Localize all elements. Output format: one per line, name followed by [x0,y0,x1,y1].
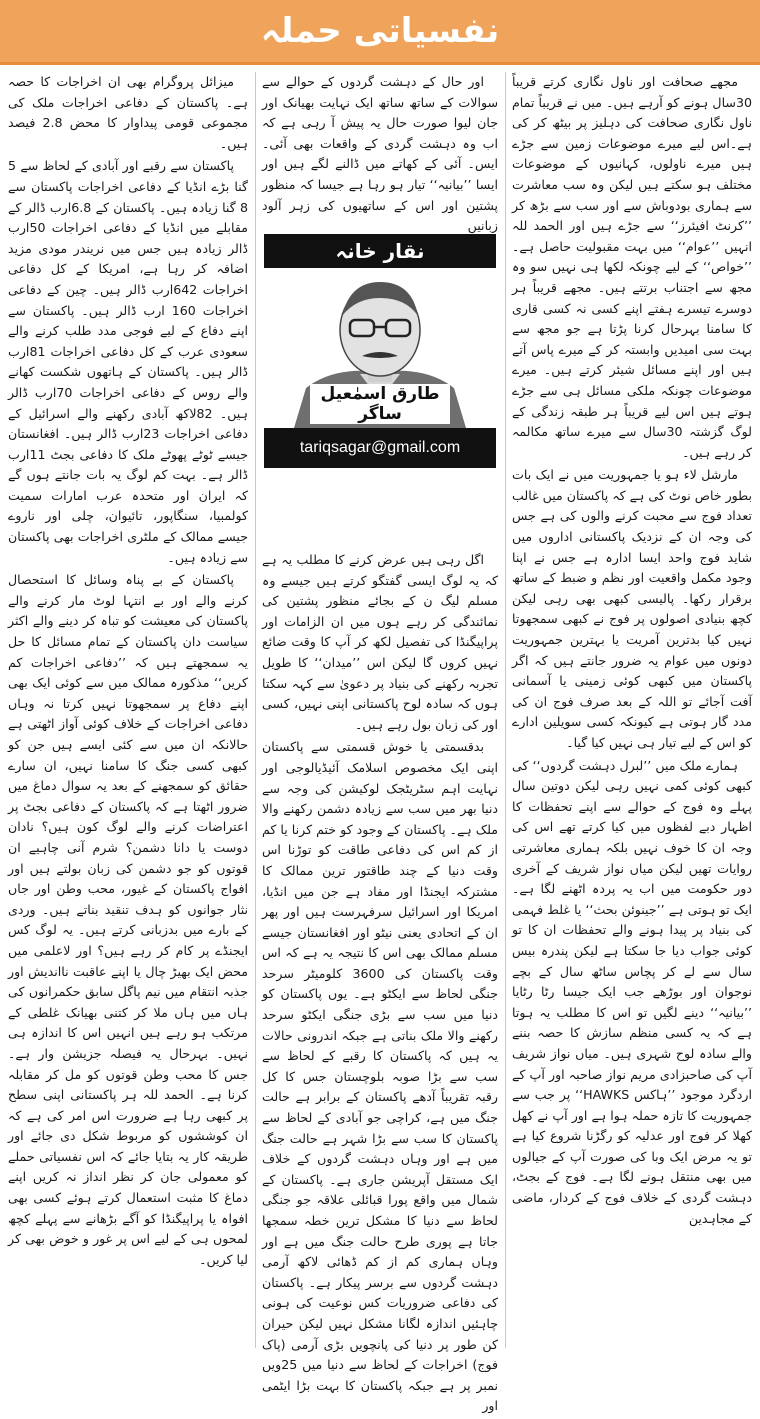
article-column-right [512,72,752,1348]
article-column-left [8,72,248,1348]
author-name: طارق اسمٰعیل ساگر [310,384,450,424]
paragraph: ہمارے ملک میں ’’لبرل دہشت گردوں‘‘ کی کبھی کوئی کمی نہیں رہی لیکن دوتین سال پہلے وہ فوج کے حوالے سے اپنے تحفظات کا اظہار دبے لفظوں میں کیا کرتے تھے اس کی وجہ ان کا خوف نہیں بلکہ ہماری معاشرتی روایات تھیں لیکن میاں نواز شریف کے آخری دور حکومت میں اب یہ پردہ اٹھنے لگا ہے۔ ایک تو ہوتی ہے ’’جینوئن بحث‘‘ یا غلط فہمی کی بنیاد پر پیدا ہونے والے تحفظات ان کا تو کوئی جواب دیا جا سکتا ہے لیکن پندرہ بیس سال سے لے کر پچاس ساٹھ سال کے بچے نوجوان اور بوڑھے جب ایک جیسا رٹا رٹایا ’’بیانیہ‘‘ دینے لگیں تو اس کا مطلب یہ ہوتا ہے کہ یہ کسی منظم سازش کا حصہ بننے والے سادہ لوح شہری ہیں۔ میاں نواز شریف آپ کی صاحبزادی مریم نواز صاحبہ اور آپ کے اردگرد موجود ’’ہاکس HAWKS‘‘ پر جب سے جمہوریت کا تازہ حملہ ہوا ہے اور آپ نے کھل کھلا کر فوج اور عدلیہ کو رگڑنا شروع کیا ہے تو یہ مرض ایک وبا کی صورت آپ کے جیالوں میں بھی منتقل ہونے لگا ہے۔ فوج کے بجٹ، دہشت گردی کے خلاف فوج کے کردار، ماضی کے مجاہدین [512,757,752,1226]
paragraph: پاکستان کے بے پناہ وسائل کا استحصال کرنے والے اور بے انتہا لوٹ مار کرنے والے پاکستان کی معیشت کو تباہ کر دینے والے اکثر سیاست دان پاکستان کے تمام مسائل کا حل یہ سمجھتے ہیں کہ ’’دفاعی اخراجات کم کریں‘‘ مذکورہ ممالک میں سے کوئی ایک بھی اپنے دفاع پر سمجھوتا نہیں کرتا نہ وہاں دفاعی اخراجات کے خلاف کوئی آواز اٹھتی ہے حالانکہ ان میں سے کئی ایسے ہیں جن کو کبھی کسی جنگ کا سامنا نہیں، ان سارے حقائق کو سمجھنے کے بعد یہ سوال دماغ میں ضرور اٹھتا ہے کہ پاکستان کے دفاعی بجٹ پر اعتراضات کرنے والے لوگ کون ہیں؟ نادان دوست یا دانا دشمن؟ شرم آنی چاہیے ان قوتوں کو جو دشمن کی زبان بولتے ہیں اور افواج پاکستان کے غیور، محب وطن اور جاں نثار جوانوں کو ہدف تنقید بناتے ہیں۔ وردی کے بارے میں بدزبانی کرتے ہیں۔ یہ لوگ کس ایجنڈے پر کام کر رہے ہیں؟ اور لاعلمی میں محض ایک بھیڑ چال یا اپنے عاقبت نااندیش اور جذبہ انتقام میں نیم پاگل سابق حکمرانوں کی ہاں میں ہاں ملا کر کتنی بھیانک غلطی کے مرتکب ہو رہے ہیں انہیں اس کا اندازہ ہی نہیں۔ بہرحال یہ فیصلہ جزیشن وار ہے۔ جس کا محب وطن قوتوں کو مل کر مقابلہ کرنا ہے۔ الحمد للہ ہر پاکستانی اپنی سطح پر کبھی رہا ہے ضرورت اس امر کی ہے کہ ان کوششوں کو مربوط شکل دی جائے اور طریقہ کار یہ بتایا جائے کہ اس نفسیاتی حملے کو معمولی جان کر نظر انداز نہ کریں اپنے دماغ کا مثبت استعمال کرتے ہوئے کسی بھی افواہ یا پراپیگنڈا کو آگے بڑھانے سے پہلے کچھ لمحوں ہی کے لیے اس پر غور و خوض بھی کر لیا کریں۔ [8,572,248,1267]
author-photo [264,268,496,428]
author-byline-box [264,234,496,468]
paragraph: پاکستان سے رقبے اور آبادی کے لحاظ سے 5 گنا بڑے انڈیا کے دفاعی اخراجات پاکستان سے 8 گنا زیادہ ہیں۔ پاکستان کے 6.8ارب ڈالر کے مقابلے میں انڈیا کے دفاعی اخراجات 50ارب ڈالر زیادہ ہیں جس میں نریندر مودی مزید اضافہ کر رہا ہے، امریکا کے کل دفاعی اخراجات 642ارب ڈالر ہیں۔ چین کے دفاعی اخراجات 160 ارب ڈالر ہیں۔ پاکستان سے اپنے دفاع کے لیے فوجی مدد طلب کرنے والے سعودی عرب کے کل دفاعی اخراجات 81ارب ڈالر ہیں۔ پاکستان کے ہاتھوں شکست کھانے والے روس کے دفاعی اخراجات 70ارب ڈالر ہیں۔ 82لاکھ آبادی رکھنے والے اسرائیل کے دفاعی اخراجات 23ارب ڈالر ہیں۔ افغانستان جیسے ٹوٹے پھوٹے ملک کا دفاعی بجٹ 11ارب ڈالر ہے۔ بہت کم لوگ یہ بات جانتے ہوں گے کہ ایران اور متحدہ عرب امارات سمیت کولمبیا، سنگاپور، تائیوان، چلی اور ناروے جیسے ممالک کے ملٹری اخراجات بھی پاکستان سے زیادہ ہیں۔ [8,158,248,565]
column-divider [505,72,506,1348]
column-divider [255,72,256,1348]
paragraph: میزائل پروگرام بھی ان اخراجات کا حصہ ہے۔ پاکستان کے دفاعی اخراجات ملک کی مجموعی قومی پیداوار کا محض 2.8 فیصد ہیں۔ [8,74,248,151]
column-name: نقار خانہ [264,234,496,268]
paragraph: مارشل لاء ہو یا جمہوریت میں نے ایک بات بطور خاص نوٹ کی ہے کہ پاکستان میں غالب تعداد فوج سے محبت کرنے والوں کی ہے جس کی وجہ ان کے نزدیک پاکستانی اداروں میں شاید فوج واحد ایسا ادارہ ہے جس نے اپنا وجود مکمل واقعیت اور نظم و ضبط کے ساتھ برقرار رکھا۔ پالیسی کبھی بھی رہی لیکن کچھ بنیادی اصولوں پر فوج نے کبھی سمجھوتا نہیں کیا بدترین آمریت یا بہترین جمہوریت دونوں میں عوام یہ ضرور جانتے ہیں کہ اگر پاکستان میں کبھی کوئی زمینی یا آسمانی آفت آجائے تو اللہ کے بعد صرف فوج ان کی مدد گار ہوتی ہے کیونکہ کسی سویلین ادارے کو اس کے لیے تیار ہی نہیں کیا گیا۔ [511,467,752,750]
paragraph: اگل رہی ہیں عرض کرنے کا مطلب یہ ہے کہ یہ لوگ ایسی گفتگو کرتے ہیں جیسے وہ مسلم لیگ ن کے بجائے منظور پشتین کی نمائندگی کر رہے ہوں میں ان الزامات اور پراپیگنڈا کی تفصیل لکھ کر آپ کا وقت ضائع نہیں کروں گا لیکن اس ’’میدان‘‘ کا طویل تجربہ رکھنے کی بنیاد پر دعویٰ سے کہہ سکتا ہوں کہ سادہ لوح پاکستانی اپنی نہیں، کسی اور کی زبان بول رہے ہیں۔ [262,552,498,732]
paragraph: اور حال کے دہشت گردوں کے حوالے سے سوالات کے ساتھ ساتھ ایک نہایت بھیانک اور جان لیوا صورت حال یہ پیش آ رہی ہے کہ اب وہ دہشت گردی کے واقعات بھی آئی۔ ایس۔ آئی کے کھاتے میں ڈالنے لگے ہیں اور ایسا ’’بیانیہ‘‘ تیار ہو رہا ہے جیسا کہ منظور پشتین اور اس کے ساتھیوں کی زہر آلود زبانیں [262,74,498,234]
paragraph: مجھے صحافت اور ناول نگاری کرتے قریباً 30سال ہونے کو آرہے ہیں۔ میں نے قریباً تمام ناول نگاری صحافت کی دہلیز پر بیٹھ کر کی ہے۔اس لیے میرے موضوعات زمین سے جڑے ہیں میرے ناولوں، کہانیوں کے موضوعات مختلف ہو سکتے ہیں لیکن وہ سب معاشرت سے ہماری بودوباش سے اور سب سے بڑھ کر ’’کرنٹ افیئرز‘‘ سے جڑے ہیں اور الحمد للہ انہیں ’’عوام‘‘ میں بہت مقبولیت حاصل ہے۔ ’’خواص‘‘ کے لیے چونکہ لکھا ہی نہیں سو وہ مجھ سے اجتناب برتتے ہیں۔ مجھے قریباً ہر دوسرے تیسرے ہفتے اپنے کسی نہ کسی قاری کا سامنا بہرحال کرنا پڑتا ہے جو مجھ سے بہت سی امیدیں وابستہ کر کے میرے پاس آتے ہیں اور اپنے مسائل شیئر کرتے ہیں۔ میرے موضوعات چونکہ ملکی مسائل ہی سے جڑے ہوتے ہیں اس لیے قریباً ہر طبقہ زندگی کے لوگ گزشتہ 30سال سے میرے ساتھ مکالمہ کر رہے ہیں۔ [512,74,752,460]
author-email: tariqsagar@gmail.com [264,428,496,468]
paragraph: بدقسمتی یا خوش قسمتی سے پاکستان اپنی ایک مخصوص اسلامک آئیڈیالوجی اور نہایت اہم سٹریٹجک لوکیشن کی وجہ سے دنیا بھر میں سب سے زیادہ دشمن رکھنے والا ملک ہے۔ پاکستان کے وجود کو ختم کرنا یا کم از کم اس کی دفاعی طاقت کو توڑنا اس وقت دنیا کے چند طاقتور ترین ممالک کا مشترکہ ایجنڈا اور مفاد ہے جن میں انڈیا، امریکا اور اسرائیل سرفہرست ہیں اور پھر ان کے اتحادی یعنی نیٹو اور افغانستان جیسے مسلم ممالک بھی اس کا نتیجہ یہ ہے کہ اس وقت پاکستان کی 3600 کلومیٹر سرحد جنگی لحاظ سے ایکٹو ہے۔ یوں پاکستان کو دنیا میں سب سے بڑی جنگی ایکٹو سرحد رکھنے والا ملک بناتی ہے جبکہ اندرونی حالات یہ ہیں کہ پاکستان کا رقبے کے لحاظ سے سب سے بڑا صوبہ بلوچستان جس کا کل رقبہ تقریباً آدھے پاکستان کے برابر ہے حالت جنگ میں ہے، کراچی جو آبادی کے لحاظ سے پاکستان کا سب سے بڑا شہر ہے حالت جنگ میں ہے اور وہاں دہشت گردوں کے خلاف ایک مستقل آپریشن جاری ہے۔ پاکستان کے شمال میں واقع پورا قبائلی علاقہ جو جنگی لحاظ سے دنیا کا مشکل ترین خطہ سمجھا جاتا ہے پوری طرح حالت جنگ میں ہے اور وہاں ہماری کم از کم ڈھائی لاکھ آرمی دہشت گردوں سے برسر پیکار ہے۔ پاکستان کی دفاعی ضروریات کس نوعیت کی ہونی چاہئیں اندازہ لگانا مشکل نہیں لیکن حیران کن طور پر دنیا کی پانچویں بڑی آرمی (پاک فوج) اخراجات کے لحاظ سے دنیا میں 25ویں نمبر پر ہے جبکہ پاکستان کا بہت بڑا ایٹمی اور [262,739,498,1414]
headline-rule [0,62,760,65]
headline: نفسیاتی حملہ [0,0,760,62]
column-middle-top [262,72,498,239]
column-middle-bottom [262,550,498,1419]
